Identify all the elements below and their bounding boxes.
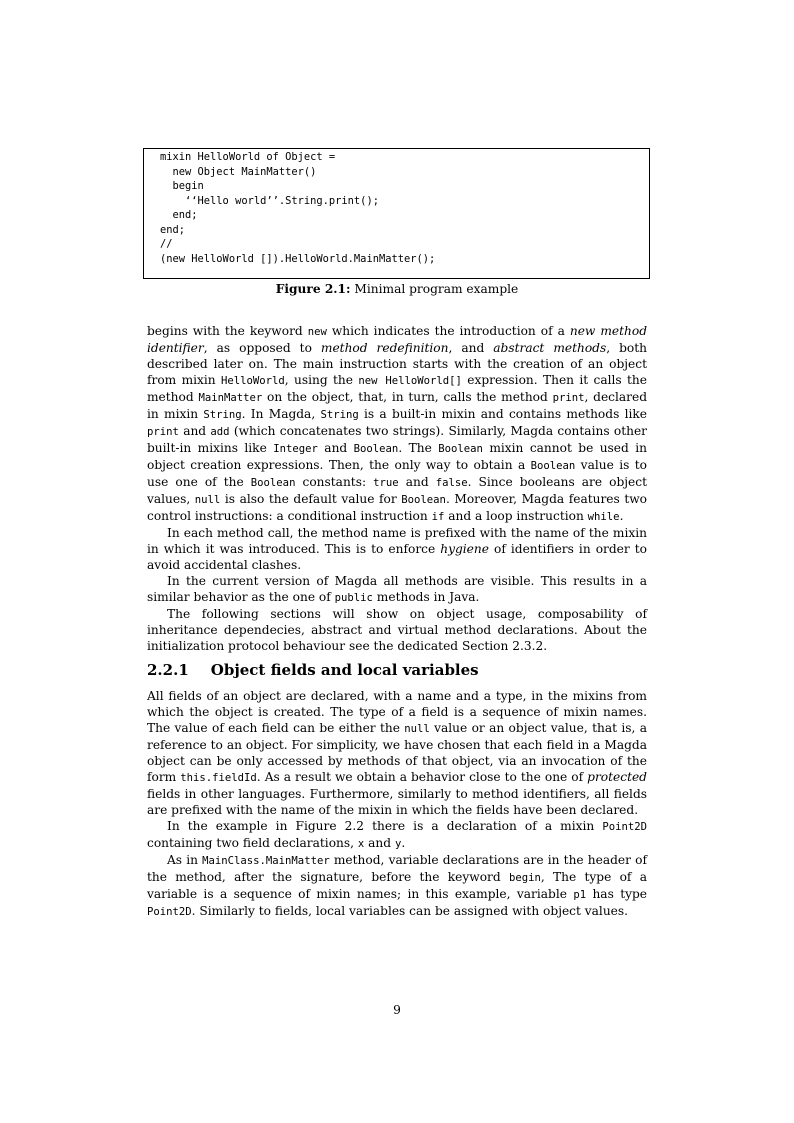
code-term: Boolean	[250, 477, 296, 489]
text: and	[398, 475, 436, 489]
code-line: new Object MainMatter()	[160, 165, 317, 178]
text: , using the	[284, 373, 359, 387]
code-term: String	[320, 409, 359, 421]
text: expression. Then it calls the method	[147, 373, 647, 404]
code-term: Integer	[273, 443, 318, 455]
code-term: null	[404, 723, 430, 735]
code-term: x	[357, 838, 365, 850]
emphasis: hygiene	[440, 542, 489, 556]
section-heading	[147, 660, 479, 680]
text: . Moreover, Magda features two control instructions: a conditional instruction	[147, 492, 647, 523]
code-listing	[160, 150, 435, 266]
code-term: begin	[508, 872, 541, 884]
code-term: MainMatter	[198, 392, 263, 404]
code-term: new HelloWorld[]	[358, 375, 462, 387]
text: .	[619, 509, 624, 523]
emphasis: method redefinition	[320, 341, 449, 355]
text: , both described later on. The main instruction starts with the creation of an object from mixin	[147, 341, 647, 387]
text: . The	[398, 441, 439, 455]
text: .	[401, 836, 406, 850]
code-line: //	[160, 238, 173, 250]
text: of identifiers in order to avoid accidental clashes.	[147, 542, 647, 572]
text: on the object, that, in turn, calls the method	[262, 390, 553, 404]
code-term: Boolean	[401, 494, 446, 506]
code-term: HelloWorld	[221, 375, 285, 387]
section-title: Object fields and local variables	[210, 661, 479, 679]
paragraph	[147, 606, 647, 654]
text: , declared in mixin	[147, 390, 648, 421]
text: The following sections will show on object usage, composability of inheritance dependecies, abstract and virtual method declarations. About the initialization protocol behaviour see the dedicated Section 2.3.2.	[147, 607, 647, 653]
code-figure	[143, 148, 650, 279]
code-term: new	[307, 326, 327, 338]
paragraph	[147, 852, 647, 920]
text: and	[364, 836, 395, 850]
text: and a loop instruction	[444, 509, 588, 523]
code-term: true	[373, 477, 399, 489]
code-term: this.fieldId	[180, 772, 257, 784]
code-term: public	[334, 592, 373, 604]
text: In the current version of Magda all methods are visible. This results in a similar behavior as the one of	[147, 574, 647, 604]
text: . Since booleans are object values,	[147, 475, 647, 506]
code-line: mixin HelloWorld of Object =	[160, 151, 336, 163]
paragraph	[147, 688, 647, 818]
text: which indicates the introduction of a	[326, 324, 570, 338]
code-term: Point2D	[602, 821, 647, 833]
code-term: Point2D	[147, 906, 192, 918]
text: . As a result we obtain a behavior close to the one of	[256, 770, 588, 784]
text: constants:	[295, 475, 374, 489]
text-block-1	[147, 323, 647, 654]
text: (which concatenates two strings). Similarly, Magda contains other built-in mixins like	[147, 424, 647, 455]
code-term: false	[435, 477, 468, 489]
caption-label: Figure 2.1:	[275, 282, 351, 296]
code-term: if	[431, 511, 445, 523]
text: methods in Java.	[372, 590, 480, 604]
code-line: ‘‘Hello world’’.String.print();	[160, 194, 379, 207]
page-number: 9	[393, 1003, 401, 1017]
emphasis: new method identifier	[147, 324, 648, 355]
text: All fields of an object are declared, with a name and a type, in the mixins from which the object is created. The type of a field is a sequence of mixin names. The value of each field can be either the	[147, 689, 647, 735]
text: In the example in Figure 2.2 there is a declaration of a mixin	[167, 819, 603, 833]
text: begins with the keyword	[147, 324, 308, 338]
text: and	[317, 441, 354, 455]
code-term: while	[587, 511, 620, 523]
text: , The type of a variable is a sequence of mixin names; in this example, variable	[147, 870, 647, 901]
text: is a built-in mixin and contains methods like	[358, 407, 647, 421]
code-line: begin	[160, 180, 204, 192]
figure-caption	[0, 281, 794, 297]
code-term: MainClass.MainMatter	[202, 855, 330, 867]
text: mixin cannot be used in object creation expressions. Then, the only way to obtain a	[147, 441, 647, 472]
paragraph	[147, 818, 647, 852]
paragraph-continuation	[147, 323, 647, 525]
text: As in	[167, 853, 203, 867]
code-term: Boolean	[438, 443, 483, 455]
text: , as opposed to	[203, 341, 321, 355]
paragraph	[147, 573, 647, 606]
code-term: Boolean	[353, 443, 399, 455]
code-line: (new HelloWorld []).HelloWorld.MainMatter();	[160, 252, 436, 265]
text: value or an object value, that is, a reference to an object. For simplicity, we have chosen that each field in a Magda object can be only accessed by methods of that object, via an invocation of the form	[147, 721, 647, 784]
caption-text: Minimal program example	[354, 282, 519, 296]
text: , and	[448, 341, 494, 355]
text: containing two field declarations,	[147, 836, 358, 850]
text: is also the default value for	[220, 492, 402, 506]
text: . In Magda,	[241, 407, 321, 421]
emphasis: abstract methods	[493, 341, 607, 355]
code-term: String	[203, 409, 242, 421]
code-term: p1	[573, 889, 587, 901]
paragraph	[147, 525, 647, 573]
emphasis: protected	[587, 770, 647, 784]
text: fields in other languages. Furthermore, similarly to method identifiers, all fields are prefixed with the name of the mixin in which the fields have been declared.	[147, 787, 647, 817]
code-term: add	[210, 426, 230, 438]
text: value is to use one of the	[147, 458, 647, 489]
code-line: end;	[160, 209, 198, 221]
code-term: y	[394, 838, 402, 850]
section-number: 2.2.1	[147, 661, 189, 679]
text: and	[178, 424, 211, 438]
code-line: end;	[160, 223, 186, 236]
code-term: print	[147, 426, 179, 438]
text: has type	[586, 887, 647, 901]
code-term: print	[552, 392, 585, 404]
text: In each method call, the method name is prefixed with the name of the mixin in which it was introduced. This is to enforce	[147, 526, 647, 556]
text: . Similarly to fields, local variables can be assigned with object values.	[191, 904, 629, 918]
code-term: null	[194, 494, 221, 506]
text-block-2	[147, 688, 647, 920]
code-term: Boolean	[530, 460, 576, 472]
text: method, variable declarations are in the header of the method, after the signature, before the keyword	[147, 853, 647, 884]
